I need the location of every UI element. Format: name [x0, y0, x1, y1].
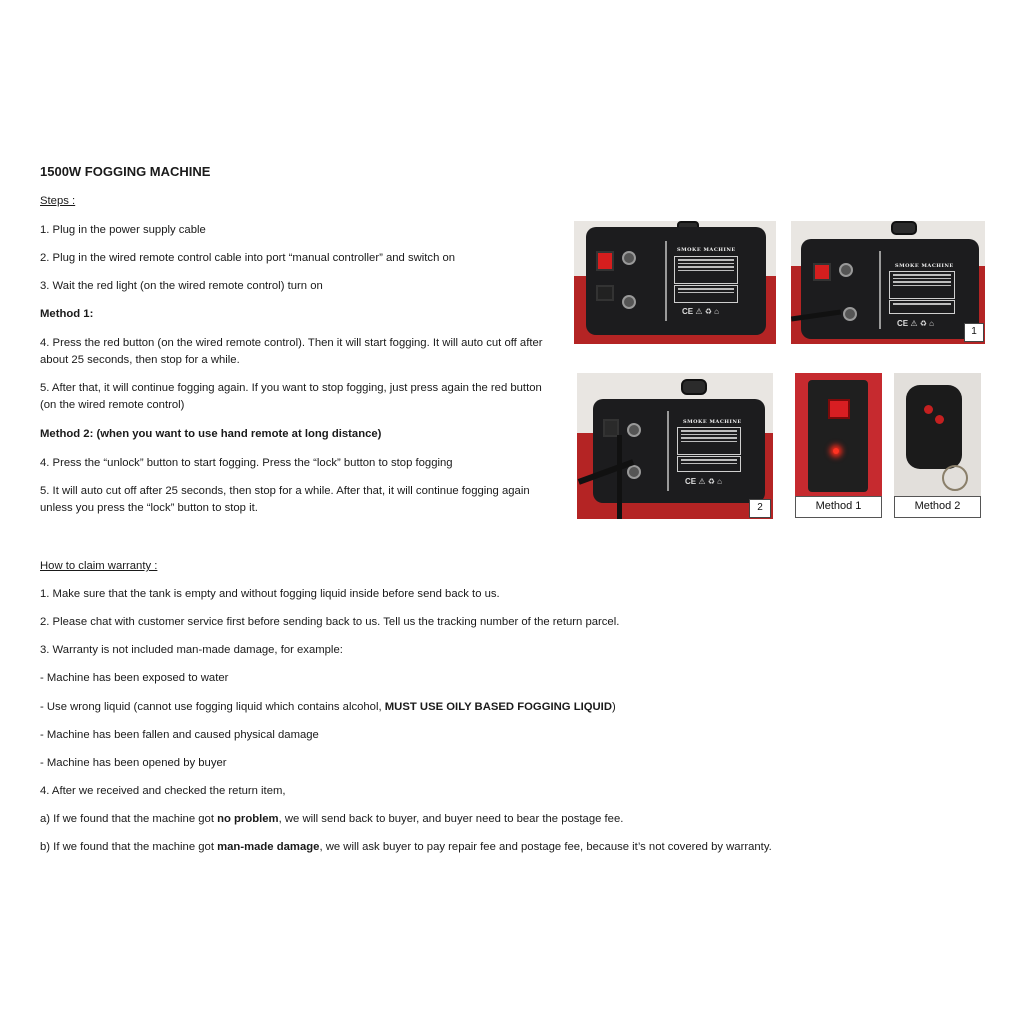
photo-tag-1: 1 — [964, 323, 984, 342]
bullet-liquid-text: - Use wrong liquid (cannot use fogging liquid which contains alcohol, — [40, 701, 385, 713]
method1-step-5: 5. After that, it will continue fogging again. If you want to stop fogging, just press again the red button (on the wired remote control) — [40, 382, 542, 411]
warranty-item-4: 4. After we received and checked the return item, — [40, 785, 286, 797]
panel-label-c: SMOKE MACHINE — [683, 419, 742, 425]
warranty-bullet-water: - Machine has been exposed to water — [40, 672, 229, 684]
warranty-item-2: 2. Please chat with customer service first before sending back to us. Tell us the tracking number of the return parcel. — [40, 616, 620, 628]
method2-step-5: 5. It will auto cut off after 25 seconds, then stop for a while. After that, it will continue fogging again unless you press the “lock” button to stop it. — [40, 485, 530, 514]
step-3: 3. Wait the red light (on the wired remote control) turn on — [40, 280, 323, 292]
case-a-bold: no problem — [217, 813, 279, 825]
case-a-end: , we will send back to buyer, and buyer need to bear the postage fee. — [278, 813, 624, 825]
panel-label-b: SMOKE MACHINE — [895, 263, 954, 269]
document-title: 1500W FOGGING MACHINE — [40, 164, 211, 179]
steps-heading: Steps : — [40, 195, 76, 207]
case-b-bold: man-made damage — [217, 841, 320, 853]
machine-cable-photo — [577, 373, 773, 519]
photo-tag-2: 2 — [749, 499, 771, 518]
ce-marks-a: CE ⚠ ♻ ⌂ — [682, 307, 719, 316]
case-a-text: a) If we found that the machine got — [40, 813, 218, 825]
warranty-item-3: 3. Warranty is not included man-made damage, for example: — [40, 644, 343, 656]
warranty-item-1: 1. Make sure that the tank is empty and without fogging liquid inside before send back to us. — [40, 588, 500, 600]
warranty-case-b — [40, 839, 772, 856]
bullet-liquid-bold: MUST USE OILY BASED FOGGING LIQUID — [384, 701, 612, 713]
machine-rear-photo-b — [791, 221, 985, 344]
caption-method-1: Method 1 — [795, 496, 882, 518]
warranty-bullet-opened: - Machine has been opened by buyer — [40, 757, 227, 769]
ce-marks-b: CE ⚠ ♻ ⌂ — [897, 319, 934, 328]
warranty-heading: How to claim warranty : — [40, 560, 158, 572]
bullet-liquid-end: ) — [611, 701, 616, 713]
case-b-text: b) If we found that the machine got — [40, 841, 218, 853]
method1-heading: Method 1: — [40, 308, 94, 320]
method1-step-4: 4. Press the red button (on the wired remote control). Then it will start fogging. It will auto cut off after about 25 seconds, then stop for a while. — [40, 337, 543, 366]
method2-heading: Method 2: (when you want to use hand remote at long distance) — [40, 428, 382, 440]
warranty-bullet-liquid — [40, 699, 616, 716]
method2-step-4: 4. Press the “unlock” button to start fogging. Press the “lock” button to stop fogging — [40, 457, 453, 469]
warranty-case-a — [40, 811, 623, 828]
wired-remote-photo — [795, 373, 882, 496]
machine-rear-photo-a — [574, 221, 776, 344]
hand-remote-photo — [894, 373, 981, 496]
ce-marks-c: CE ⚠ ♻ ⌂ — [685, 477, 722, 486]
step-1: 1. Plug in the power supply cable — [40, 224, 206, 236]
step-2: 2. Plug in the wired remote control cable into port “manual controller” and switch on — [40, 252, 456, 264]
panel-label-a: SMOKE MACHINE — [677, 247, 736, 253]
warranty-bullet-fallen: - Machine has been fallen and caused physical damage — [40, 729, 319, 741]
case-b-end: , we will ask buyer to pay repair fee and postage fee, because it’s not covered by warranty. — [319, 841, 772, 853]
caption-method-2: Method 2 — [894, 496, 981, 518]
